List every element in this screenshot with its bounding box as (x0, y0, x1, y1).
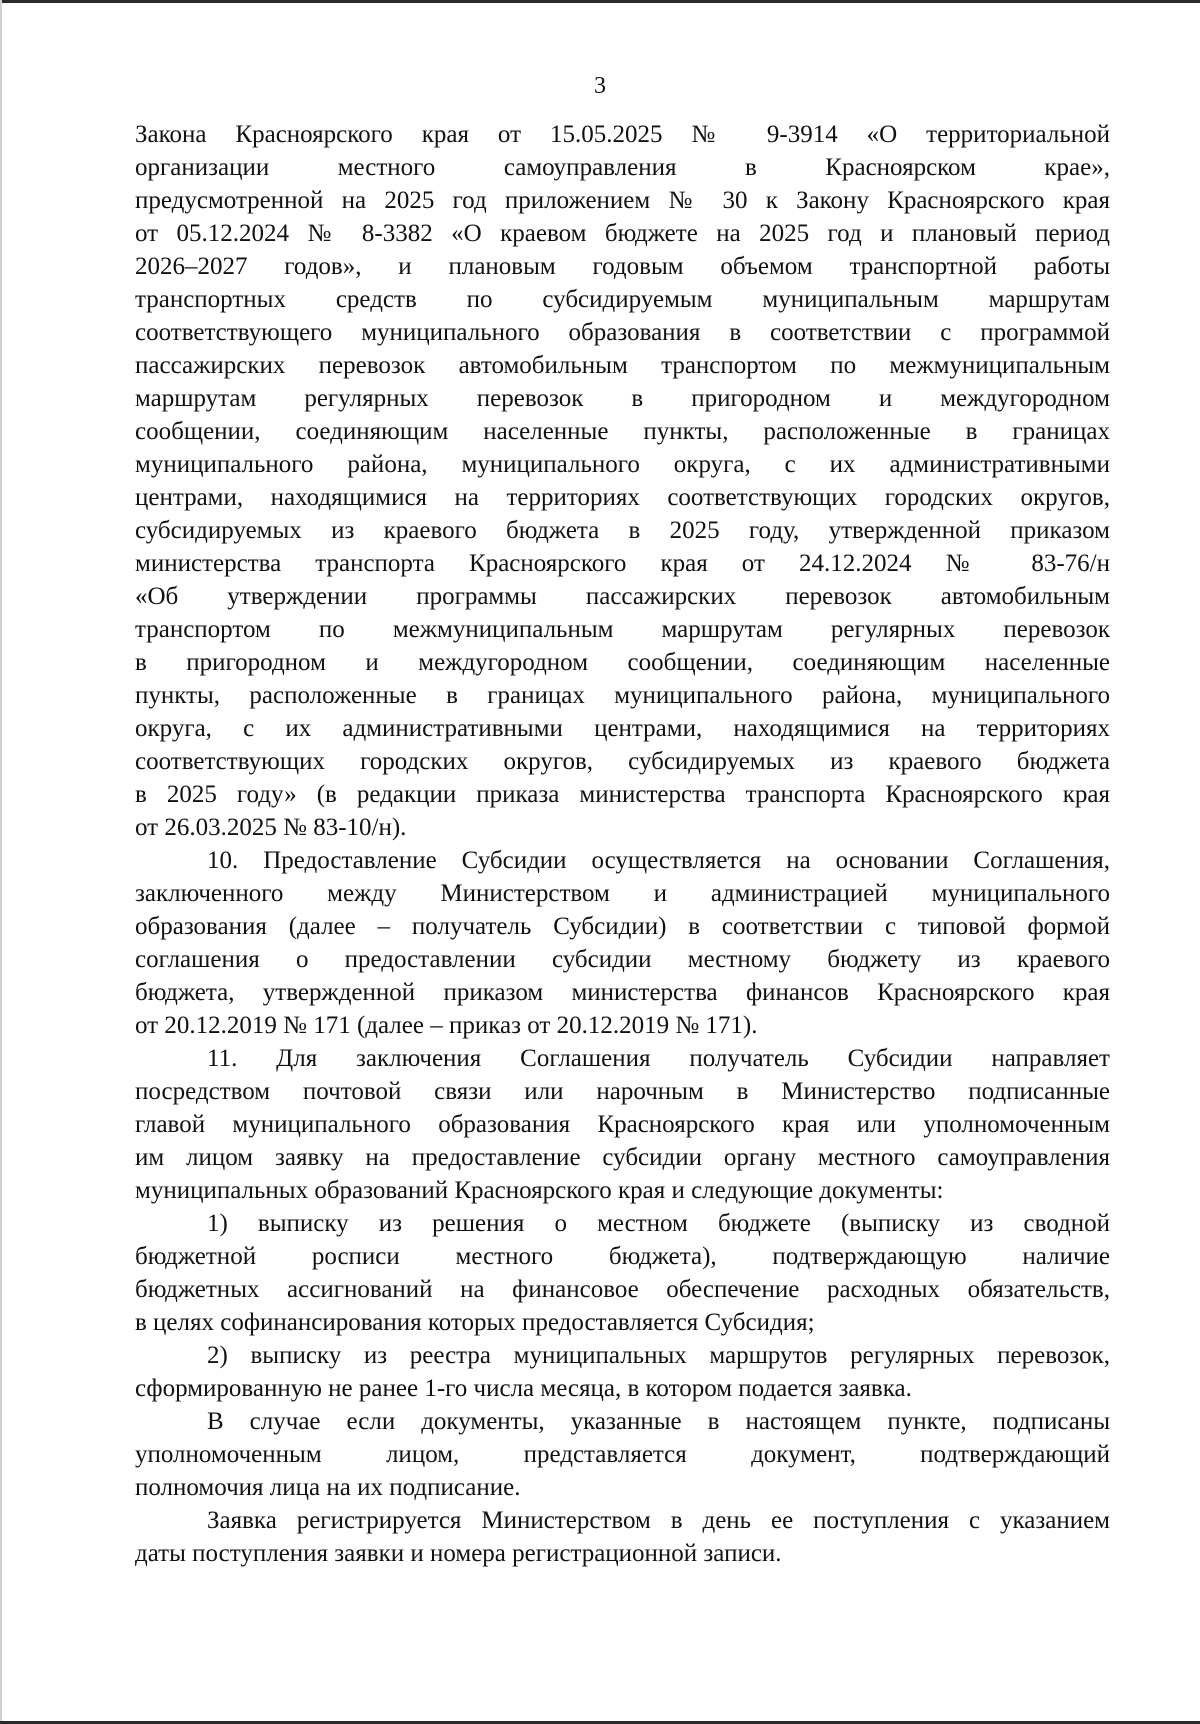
text-line: в пригородном и междугородном сообщении, соединяющим населенные (135, 649, 1110, 676)
text-line: «Об утверждении программы пассажирских перевозок автомобильным (135, 583, 1110, 610)
text-line: центрами, находящимися на территориях соответствующих городских округов, (135, 484, 1110, 511)
list-item-2-start: 2) выписку из реестра муниципальных маршрутов регулярных перевозок, (207, 1342, 1110, 1369)
text-line: транспортом по межмуниципальным маршрутам регулярных перевозок (135, 616, 1110, 643)
text-line: соответствующего муниципального образования в соответствии с программой (135, 319, 1110, 346)
text-line: образования (далее – получатель Субсидии) в соответствии с типовой формой (135, 913, 1110, 940)
text-line: главой муниципального образования Красноярского края или уполномоченным (135, 1111, 1110, 1138)
paragraph-signature-start: В случае если документы, указанные в настоящем пункте, подписаны (207, 1408, 1110, 1435)
scan-left-edge (0, 0, 2, 1724)
text-line: бюджетной росписи местного бюджета), подтверждающую наличие (135, 1243, 1110, 1270)
text-line: субсидируемых из краевого бюджета в 2025 году, утвержденной приказом (135, 517, 1110, 544)
text-line: 2026–2027 годов», и плановым годовым объемом транспортной работы (135, 253, 1110, 280)
text-line: им лицом заявку на предоставление субсидии органу местного самоуправления (135, 1144, 1110, 1171)
text-line: муниципального района, муниципального округа, с их административными (135, 451, 1110, 478)
paragraph-10-start: 10. Предоставление Субсидии осуществляется на основании Соглашения, (207, 847, 1110, 874)
list-item-1-start: 1) выписку из решения о местном бюджете (выписку из сводной (207, 1210, 1110, 1237)
text-line: транспортных средств по субсидируемым муниципальным маршрутам (135, 286, 1110, 313)
text-line: сформированную не ранее 1-го числа месяца, в котором подается заявка. (135, 1375, 912, 1402)
text-line: посредством почтовой связи или нарочным в Министерство подписанные (135, 1078, 1110, 1105)
document-body (135, 118, 1110, 1570)
text-line: муниципальных образований Красноярского края и следующие документы: (135, 1177, 944, 1204)
text-line: даты поступления заявки и номера регистрационной записи. (135, 1540, 782, 1567)
text-line: предусмотренной на 2025 год приложением № 30 к Закону Красноярского края (135, 187, 1110, 214)
text-line: соответствующих городских округов, субсидируемых из краевого бюджета (135, 748, 1110, 775)
text-line: заключенного между Министерством и администрацией муниципального (135, 880, 1110, 907)
text-line: от 26.03.2025 № 83-10/н). (135, 814, 407, 841)
text-line: полномочия лица на их подписание. (135, 1474, 521, 1501)
text-line: пассажирских перевозок автомобильным транспортом по межмуниципальным (135, 352, 1110, 379)
text-line: в целях софинансирования которых предоставляется Субсидия; (135, 1309, 815, 1336)
text-line: уполномоченным лицом, представляется документ, подтверждающий (135, 1441, 1110, 1468)
text-line: бюджета, утвержденной приказом министерства финансов Красноярского края (135, 979, 1110, 1006)
text-line: Закона Красноярского края от 15.05.2025 № 9-3914 «О территориальной (135, 121, 1110, 148)
text-line: бюджетных ассигнований на финансовое обеспечение расходных обязательств, (135, 1276, 1110, 1303)
text-line: от 20.12.2019 № 171 (далее – приказ от 20.12.2019 № 171). (135, 1012, 758, 1039)
text-line: министерства транспорта Красноярского края от 24.12.2024 № 83-76/н (135, 550, 1110, 577)
text-line: сообщении, соединяющим населенные пункты, расположенные в границах (135, 418, 1110, 445)
text-line: в 2025 году» (в редакции приказа министерства транспорта Красноярского края (135, 781, 1110, 808)
text-line: маршрутам регулярных перевозок в пригородном и междугородном (135, 385, 1110, 412)
text-line: пункты, расположенные в границах муниципального района, муниципального (135, 682, 1110, 709)
page-number: 3 (594, 73, 606, 99)
paragraph-registration-start: Заявка регистрируется Министерством в день ее поступления с указанием (207, 1507, 1110, 1534)
text-line: округа, с их административными центрами, находящимися на территориях (135, 715, 1110, 742)
text-line: организации местного самоуправления в Красноярском крае», (135, 154, 1110, 181)
text-line: от 05.12.2024 № 8-3382 «О краевом бюджете на 2025 год и плановый период (135, 220, 1110, 247)
scan-top-edge (0, 0, 1200, 3)
paragraph-11-start: 11. Для заключения Соглашения получатель Субсидии направляет (207, 1045, 1110, 1072)
text-line: соглашения о предоставлении субсидии местному бюджету из краевого (135, 946, 1110, 973)
